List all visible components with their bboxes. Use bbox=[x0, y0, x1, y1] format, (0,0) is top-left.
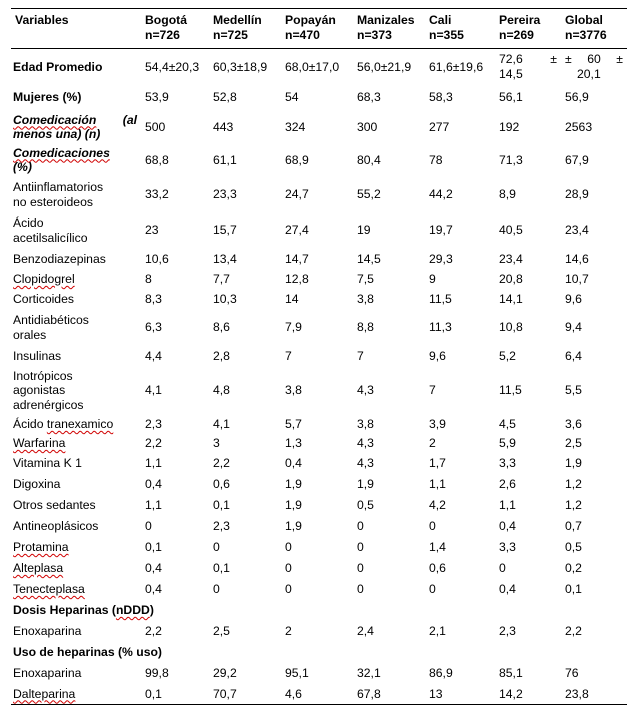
cell: 1,9 bbox=[357, 476, 374, 491]
cell: 68,8 bbox=[145, 152, 169, 167]
cell: 4,3 bbox=[357, 435, 374, 450]
cell: 54 bbox=[285, 90, 299, 105]
cell: 1,3 bbox=[285, 435, 302, 450]
cell: 1,1 bbox=[429, 476, 446, 491]
cell: 0,4 bbox=[499, 518, 516, 533]
cell: 0,4 bbox=[499, 581, 516, 596]
cell: 14,5 bbox=[357, 251, 381, 266]
cell: 3,9 bbox=[429, 416, 446, 431]
row-label: Inotrópicos agonistas adrenérgicos bbox=[13, 368, 84, 412]
cell: 19 bbox=[357, 223, 371, 238]
cell: 99,8 bbox=[145, 665, 169, 680]
row-clopidogrel bbox=[11, 270, 627, 289]
cell: 300 bbox=[357, 119, 378, 134]
row-label: Warfarina bbox=[13, 435, 66, 450]
row-dalteparina bbox=[11, 684, 627, 705]
cell: 68,0±17,0 bbox=[285, 59, 340, 74]
cell: 4,4 bbox=[145, 348, 162, 363]
cell: 67,9 bbox=[565, 152, 589, 167]
cell: 13 bbox=[425, 684, 495, 705]
header-manizales: Manizales n=373 bbox=[353, 9, 425, 49]
cell: 0,1 bbox=[213, 560, 230, 575]
cell: 12,8 bbox=[285, 271, 309, 286]
cell: 2,3 bbox=[213, 518, 230, 533]
cell: 2,2 bbox=[213, 455, 230, 470]
cell: 8,3 bbox=[145, 291, 162, 306]
cell: 53,9 bbox=[145, 90, 169, 105]
cell: 0 bbox=[285, 581, 292, 596]
cell: 14 bbox=[285, 291, 299, 306]
cell: 4,1 bbox=[145, 383, 162, 398]
cell: 23,4 bbox=[499, 251, 523, 266]
row-acido-acetilsalicilico bbox=[11, 213, 627, 249]
cell: 0 bbox=[285, 539, 292, 554]
cell: 0,1 bbox=[213, 497, 230, 512]
cell: 2 bbox=[285, 623, 292, 638]
cell: 61,6±19,6 bbox=[429, 59, 484, 74]
row-edad-promedio bbox=[11, 49, 627, 85]
cell: 4,5 bbox=[499, 416, 516, 431]
cell: 2,3 bbox=[499, 623, 516, 638]
header-bogota: Bogotá n=726 bbox=[141, 9, 209, 49]
cell: 9,6 bbox=[429, 348, 446, 363]
cell-global-edad: ± 60 ± 20,1 bbox=[565, 52, 623, 81]
cell: 55,2 bbox=[357, 187, 381, 202]
cell: 7,9 bbox=[285, 320, 302, 335]
cell: 0,4 bbox=[285, 455, 302, 470]
cell: 4,2 bbox=[429, 497, 446, 512]
cell: 20,8 bbox=[499, 271, 523, 286]
cell: 14,2 bbox=[495, 684, 561, 705]
cell: 11,5 bbox=[499, 383, 522, 398]
cell: 0 bbox=[429, 518, 436, 533]
cell: 1,1 bbox=[499, 497, 516, 512]
cell: 2,2 bbox=[565, 623, 582, 638]
row-label: Antineoplásicos bbox=[13, 518, 99, 533]
cell: 56,1 bbox=[499, 90, 523, 105]
cell: 2,2 bbox=[145, 435, 162, 450]
cell: 324 bbox=[285, 119, 306, 134]
cell: 1,2 bbox=[565, 497, 582, 512]
header-medellin: Medellín n=725 bbox=[209, 9, 281, 49]
cell: 14,7 bbox=[285, 251, 309, 266]
cell: 4,8 bbox=[213, 383, 230, 398]
row-label: Mujeres (%) bbox=[13, 90, 82, 105]
cell: 14,1 bbox=[499, 291, 523, 306]
cell: 58,3 bbox=[429, 90, 453, 105]
cell: 85,1 bbox=[499, 665, 523, 680]
cell: 11,3 bbox=[429, 320, 452, 335]
cell: 2,5 bbox=[213, 623, 230, 638]
cell: 40,5 bbox=[499, 223, 523, 238]
cell: 3,8 bbox=[357, 416, 374, 431]
cell: 67,8 bbox=[353, 684, 425, 705]
cell: 2,3 bbox=[145, 416, 162, 431]
cell: 8,8 bbox=[357, 320, 374, 335]
row-label: Ácido tranexamico bbox=[13, 416, 114, 431]
cell: 11,5 bbox=[429, 291, 452, 306]
cell: 10,3 bbox=[213, 291, 237, 306]
row-label: Alteplasa bbox=[13, 560, 64, 575]
cell: 2,1 bbox=[429, 623, 446, 638]
cell: 1,7 bbox=[429, 455, 446, 470]
row-warfarina bbox=[11, 434, 627, 453]
cell: 0,4 bbox=[145, 560, 162, 575]
cell: 0,5 bbox=[357, 497, 374, 512]
cell: 192 bbox=[499, 119, 520, 134]
cell: 29,3 bbox=[429, 251, 453, 266]
cell: 7,5 bbox=[357, 271, 374, 286]
row-vitamina-k1 bbox=[11, 453, 627, 474]
cell: 68,3 bbox=[357, 90, 381, 105]
cell: 70,7 bbox=[209, 684, 281, 705]
cell: 4,6 bbox=[281, 684, 353, 705]
cell: 0 bbox=[213, 581, 220, 596]
cell: 0 bbox=[357, 518, 364, 533]
cell-pereira-edad: 72,6 ± 14,5 bbox=[499, 52, 557, 81]
cell: 2,8 bbox=[213, 348, 230, 363]
cell: 10,6 bbox=[145, 251, 169, 266]
row-alteplasa bbox=[11, 558, 627, 579]
row-antineoplasicos bbox=[11, 516, 627, 537]
row-insulinas bbox=[11, 346, 627, 367]
cell: 3,6 bbox=[565, 416, 582, 431]
cell: 443 bbox=[213, 119, 234, 134]
cell: 0,4 bbox=[145, 476, 162, 491]
cell: 1,9 bbox=[565, 455, 582, 470]
header-variables: Variables bbox=[11, 9, 141, 49]
cell: 24,7 bbox=[285, 187, 309, 202]
row-label: Tenecteplasa bbox=[13, 581, 85, 596]
row-uso-heparinas-heading bbox=[11, 642, 627, 663]
row-mujeres bbox=[11, 85, 627, 111]
cell: 9,4 bbox=[565, 320, 582, 335]
cell: 7 bbox=[357, 348, 364, 363]
cell: 29,2 bbox=[213, 665, 237, 680]
cell: 28,9 bbox=[565, 187, 589, 202]
cell: 5,5 bbox=[565, 383, 582, 398]
cell: 13,4 bbox=[213, 251, 237, 266]
cell: 54,4±20,3 bbox=[145, 59, 200, 74]
cell: 0,5 bbox=[565, 539, 582, 554]
row-dosis-heparinas-heading bbox=[11, 600, 627, 621]
cell: 56,9 bbox=[565, 90, 589, 105]
cell: 1,9 bbox=[285, 476, 302, 491]
row-label: Comedicaciones (%) bbox=[13, 145, 110, 174]
cell: 2,5 bbox=[565, 435, 582, 450]
cell: 2 bbox=[429, 435, 436, 450]
row-label: Comedicación (al menos una) (n) bbox=[13, 112, 137, 141]
cell: 52,8 bbox=[213, 90, 237, 105]
cell: 10,7 bbox=[565, 271, 589, 286]
cell: 0,7 bbox=[565, 518, 582, 533]
cell: 7,7 bbox=[213, 271, 230, 286]
cell: 23,8 bbox=[561, 684, 627, 705]
cell: 3,3 bbox=[499, 455, 516, 470]
cell: 0,4 bbox=[145, 581, 162, 596]
cell: 1,1 bbox=[145, 497, 162, 512]
medication-table bbox=[11, 8, 627, 705]
row-comedicaciones-pct bbox=[11, 144, 627, 177]
cell: 68,9 bbox=[285, 152, 309, 167]
cell: 78 bbox=[429, 152, 443, 167]
cell: 95,1 bbox=[285, 665, 309, 680]
row-label: Ácido acetilsalicílico bbox=[13, 216, 88, 245]
row-label: Edad Promedio bbox=[13, 59, 103, 74]
cell: 3,3 bbox=[499, 539, 516, 554]
row-label: Clopidogrel bbox=[13, 271, 75, 286]
cell: 10,8 bbox=[499, 320, 523, 335]
row-inotropicos bbox=[11, 367, 627, 415]
header-pereira: Pereira n=269 bbox=[495, 9, 561, 49]
cell: 1,9 bbox=[285, 518, 302, 533]
cell: 7 bbox=[285, 348, 292, 363]
row-benzodiazepinas bbox=[11, 249, 627, 270]
cell: 23,3 bbox=[213, 187, 237, 202]
cell: 4,1 bbox=[213, 416, 230, 431]
cell: 9,6 bbox=[565, 291, 582, 306]
cell: 1,1 bbox=[145, 455, 162, 470]
cell: 5,2 bbox=[499, 348, 516, 363]
header-cali: Cali n=355 bbox=[425, 9, 495, 49]
cell: 0 bbox=[213, 539, 220, 554]
cell: 33,2 bbox=[145, 187, 169, 202]
cell: 9 bbox=[429, 271, 436, 286]
cell: 5,7 bbox=[285, 416, 302, 431]
cell: 2,2 bbox=[145, 623, 162, 638]
cell: 76 bbox=[565, 665, 579, 680]
row-acido-tranexamico bbox=[11, 415, 627, 434]
cell: 86,9 bbox=[429, 665, 453, 680]
cell: 0,1 bbox=[565, 581, 582, 596]
cell: 5,9 bbox=[499, 435, 516, 450]
cell: 0 bbox=[499, 560, 506, 575]
cell: 8,9 bbox=[499, 187, 516, 202]
cell: 56,0±21,9 bbox=[357, 59, 412, 74]
row-digoxina bbox=[11, 474, 627, 495]
row-label: Benzodiazepinas bbox=[13, 251, 106, 266]
row-label: Insulinas bbox=[13, 348, 62, 363]
cell: 0 bbox=[357, 560, 364, 575]
cell: 6,3 bbox=[145, 320, 162, 335]
cell: 80,4 bbox=[357, 152, 381, 167]
cell: 0,6 bbox=[213, 476, 230, 491]
row-label: Digoxina bbox=[13, 476, 61, 491]
row-enoxaparina-uso bbox=[11, 663, 627, 684]
cell: 0 bbox=[357, 581, 364, 596]
cell: 6,4 bbox=[565, 348, 582, 363]
cell: 8 bbox=[145, 271, 152, 286]
cell: 14,6 bbox=[565, 251, 589, 266]
row-label: Protamina bbox=[13, 539, 69, 554]
row-corticoides bbox=[11, 289, 627, 310]
cell: 27,4 bbox=[285, 223, 309, 238]
cell: 4,3 bbox=[357, 383, 374, 398]
cell: 2563 bbox=[565, 119, 593, 134]
row-label: Otros sedantes bbox=[13, 497, 96, 512]
cell: 7 bbox=[429, 383, 436, 398]
cell: 3,8 bbox=[285, 383, 302, 398]
cell: 61,1 bbox=[213, 152, 237, 167]
row-tenecteplasa bbox=[11, 579, 627, 600]
row-label: Vitamina K 1 bbox=[13, 455, 82, 470]
row-enoxaparina-dosis bbox=[11, 621, 627, 642]
cell: 0,1 bbox=[141, 684, 209, 705]
row-label: Dalteparina bbox=[11, 684, 141, 705]
cell: 2,4 bbox=[357, 623, 374, 638]
cell: 0 bbox=[285, 560, 292, 575]
cell: 3 bbox=[213, 435, 220, 450]
cell: 500 bbox=[145, 119, 166, 134]
cell: 0 bbox=[357, 539, 364, 554]
cell: 32,1 bbox=[357, 665, 381, 680]
cell: 2,6 bbox=[499, 476, 516, 491]
row-label: Enoxaparina bbox=[13, 623, 82, 638]
cell: 0,6 bbox=[429, 560, 446, 575]
row-label: Antidiabéticos orales bbox=[13, 313, 89, 342]
cell: 1,4 bbox=[429, 539, 446, 554]
cell: 1,9 bbox=[285, 497, 302, 512]
cell: 1,2 bbox=[565, 476, 582, 491]
cell: 8,6 bbox=[213, 320, 230, 335]
cell: 19,7 bbox=[429, 223, 453, 238]
row-protamina bbox=[11, 537, 627, 558]
cell: 4,3 bbox=[357, 455, 374, 470]
row-antidiabeticos bbox=[11, 310, 627, 346]
row-label: Enoxaparina bbox=[13, 665, 82, 680]
row-aines bbox=[11, 177, 627, 213]
row-comedicacion-n bbox=[11, 111, 627, 144]
cell: 0 bbox=[145, 518, 152, 533]
cell: 23,4 bbox=[565, 223, 589, 238]
cell: 3,8 bbox=[357, 291, 374, 306]
section-heading: Dosis Heparinas (nDDD) bbox=[13, 602, 154, 617]
cell: 44,2 bbox=[429, 187, 453, 202]
row-otros-sedantes bbox=[11, 495, 627, 516]
row-label: Corticoides bbox=[13, 291, 74, 306]
cell: 0,1 bbox=[145, 539, 162, 554]
cell: 15,7 bbox=[213, 223, 237, 238]
cell: 71,3 bbox=[499, 152, 523, 167]
cell: 277 bbox=[429, 119, 450, 134]
cell: 0 bbox=[429, 581, 436, 596]
section-heading: Uso de heparinas (% uso) bbox=[13, 644, 162, 659]
row-label: Antiinflamatorios no esteroideos bbox=[13, 180, 104, 209]
cell: 60,3±18,9 bbox=[213, 59, 268, 74]
header-row bbox=[11, 9, 627, 49]
cell: 23 bbox=[145, 223, 159, 238]
header-popayan: Popayán n=470 bbox=[281, 9, 353, 49]
header-global: Global n=3776 bbox=[561, 9, 627, 49]
cell: 0,2 bbox=[565, 560, 582, 575]
